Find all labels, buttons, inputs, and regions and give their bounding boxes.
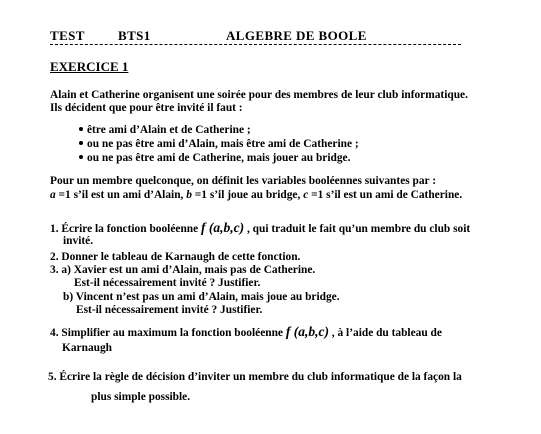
question-1-continuation: invité. (63, 235, 94, 247)
variables-definition (50, 189, 462, 202)
question-4-text: 4. Simplifier au maximum la fonction booléenne (50, 327, 286, 339)
question-2: 2. Donner le tableau de Karnaugh de cette fonction. (50, 251, 301, 263)
condition-text: ou ne pas être ami de Catherine, mais jouer au bridge. (87, 152, 351, 164)
header-title: ALGEBRE DE BOOLE (226, 28, 367, 43)
variables-intro: Pour un membre quelconque, on définit les variables booléennes suivantes par : (50, 175, 437, 187)
condition-item (79, 124, 251, 137)
var-a-text: =1 s’il est un ami d’Alain, (55, 189, 187, 201)
header-class-label: BTS1 (118, 28, 151, 43)
var-c-text: =1 s’il est un ami de Catherine. (308, 189, 463, 201)
condition-item (79, 152, 350, 165)
var-b: b (186, 189, 192, 201)
exercise-title: EXERCICE 1 (50, 59, 129, 74)
question-1-text: 1. Écrire la fonction booléenne (50, 223, 202, 235)
question-3a: 3. a) Xavier est un ami d’Alain, mais pas de Catherine. (50, 264, 316, 276)
bullet-icon (79, 155, 83, 159)
intro-line-1: Alain et Catherine organisent une soirée pour des membres de leur club informatique. (50, 89, 468, 101)
question-3a-sub: Est-il nécessairement invité ? Justifier. (74, 277, 261, 289)
condition-text: ou ne pas être ami d’Alain, mais être ami de Catherine ; (87, 138, 359, 150)
function-expression: f (a,b,c) (285, 324, 329, 339)
question-4-text-end: , à l’aide du tableau de (328, 327, 442, 339)
question-3b: b) Vincent n’est pas un ami d’Alain, mais joue au bridge. (63, 291, 340, 303)
var-c: c (303, 189, 309, 201)
function-expression: f (a,b,c) (201, 220, 245, 235)
question-5-continuation: plus simple possible. (91, 391, 191, 403)
bullet-icon (79, 141, 83, 145)
condition-item (79, 138, 359, 151)
question-5: 5. Écrire la règle de décision d’inviter un membre du club informatique de la façon la (48, 371, 462, 383)
question-1 (50, 221, 470, 236)
question-1-text-end: , qui traduit le fait qu’un membre du club soit (244, 223, 471, 235)
var-a: a (50, 189, 56, 201)
intro-line-2: Ils décident que pour être invité il faut : (50, 102, 243, 114)
bullet-icon (79, 127, 83, 131)
question-3b-sub: Est-il nécessairement invité ? Justifier. (76, 304, 263, 316)
condition-text: être ami d’Alain et de Catherine ; (87, 124, 251, 136)
var-b-text: =1 s’il joue au bridge, (191, 189, 304, 201)
question-4 (50, 325, 442, 340)
question-4-continuation: Karnaugh (62, 342, 113, 354)
header-test-label: TEST (50, 28, 85, 43)
header-divider (50, 44, 461, 45)
